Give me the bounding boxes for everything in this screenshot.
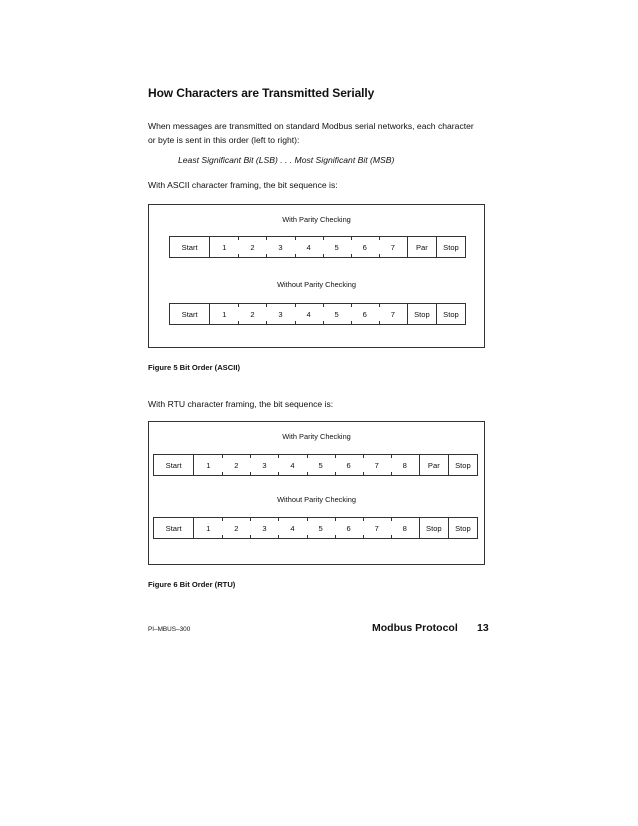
bit-cell: 6 xyxy=(335,455,363,475)
bit-tick xyxy=(278,454,279,458)
bit-cell: 2 xyxy=(238,237,266,257)
bit-cell: 6 xyxy=(335,518,363,538)
rtu-figure xyxy=(148,421,485,565)
bit-cell: Stop xyxy=(448,455,477,475)
bit-tick xyxy=(307,472,308,476)
rtu-without-parity-label: Without Parity Checking xyxy=(277,495,356,504)
bit-cell: 5 xyxy=(323,304,351,324)
bit-cell: 7 xyxy=(379,304,407,324)
bit-tick xyxy=(323,254,324,258)
bit-cell: 1 xyxy=(209,237,238,257)
bit-cell: 8 xyxy=(391,455,419,475)
ascii-intro: With ASCII character framing, the bit sequence is: xyxy=(148,180,338,190)
bit-tick xyxy=(391,454,392,458)
bit-tick xyxy=(391,517,392,521)
bit-tick xyxy=(222,517,223,521)
rtu-with-parity-label: With Parity Checking xyxy=(282,432,351,441)
bit-cell: Start xyxy=(181,242,198,252)
bit-tick xyxy=(379,321,380,325)
bit-cell: 3 xyxy=(266,237,294,257)
bit-cell: Start xyxy=(181,309,198,319)
bit-tick xyxy=(335,517,336,521)
bit-tick xyxy=(363,454,364,458)
bit-tick xyxy=(307,454,308,458)
ascii-figure xyxy=(148,204,485,348)
bit-tick xyxy=(391,472,392,476)
footer-title: Modbus Protocol xyxy=(372,622,458,634)
rtu-with-parity-row xyxy=(153,454,478,476)
bit-cell: 4 xyxy=(295,304,323,324)
bit-cell: 4 xyxy=(278,518,306,538)
intro-paragraph: When messages are transmitted on standard Modbus serial networks, each character or byte is sent in this order (left to right): xyxy=(148,121,474,145)
bit-cell: Start xyxy=(165,460,182,470)
bit-tick xyxy=(295,254,296,258)
bit-tick xyxy=(307,517,308,521)
ascii-with-parity-label: With Parity Checking xyxy=(282,215,351,224)
bit-tick xyxy=(295,236,296,240)
bit-tick xyxy=(222,472,223,476)
bit-order-line: Least Significant Bit (LSB) . . . Most Significant Bit (MSB) xyxy=(178,155,395,165)
bit-tick xyxy=(238,321,239,325)
bit-tick xyxy=(391,535,392,539)
bit-tick xyxy=(379,254,380,258)
bit-tick xyxy=(351,254,352,258)
bit-cell: 5 xyxy=(307,455,335,475)
bit-tick xyxy=(363,535,364,539)
bit-cell: Start xyxy=(165,523,182,533)
bit-cell: 3 xyxy=(266,304,294,324)
bit-cell: 4 xyxy=(278,455,306,475)
bit-cell: 3 xyxy=(250,518,278,538)
bit-tick xyxy=(323,303,324,307)
bit-cell: 3 xyxy=(250,455,278,475)
bit-cell: Par xyxy=(407,237,436,257)
bit-cell: 5 xyxy=(307,518,335,538)
bit-cell: 8 xyxy=(391,518,419,538)
bit-cell: 2 xyxy=(238,304,266,324)
bit-cell: 7 xyxy=(363,518,391,538)
bit-tick xyxy=(363,472,364,476)
bit-tick xyxy=(238,303,239,307)
bit-tick xyxy=(323,321,324,325)
section-heading: How Characters are Transmitted Serially xyxy=(148,86,375,100)
bit-tick xyxy=(250,472,251,476)
bit-cell: Stop xyxy=(407,304,436,324)
bit-tick xyxy=(266,303,267,307)
bit-cell: 7 xyxy=(379,237,407,257)
bit-cell: Stop xyxy=(448,518,477,538)
bit-tick xyxy=(295,303,296,307)
bit-cell: 1 xyxy=(209,304,238,324)
bit-tick xyxy=(323,236,324,240)
rtu-without-parity-row xyxy=(153,517,478,539)
bit-tick xyxy=(307,535,308,539)
bit-tick xyxy=(379,303,380,307)
bit-cell: Stop xyxy=(436,237,465,257)
bit-cell: 4 xyxy=(295,237,323,257)
bit-tick xyxy=(222,535,223,539)
bit-tick xyxy=(351,303,352,307)
bit-tick xyxy=(278,535,279,539)
bit-tick xyxy=(379,236,380,240)
footer-page-number: 13 xyxy=(477,622,489,634)
ascii-with-parity-row xyxy=(169,236,466,258)
bit-tick xyxy=(351,236,352,240)
figure6-caption: Figure 6 Bit Order (RTU) xyxy=(148,580,236,589)
bit-cell: Stop xyxy=(419,518,448,538)
bit-cell: 1 xyxy=(193,455,222,475)
bit-cell: Stop xyxy=(436,304,465,324)
bit-tick xyxy=(266,236,267,240)
bit-tick xyxy=(335,454,336,458)
footer-doc-id: PI–MBUS–300 xyxy=(148,626,191,633)
bit-tick xyxy=(363,517,364,521)
bit-tick xyxy=(238,236,239,240)
bit-cell: 2 xyxy=(222,455,250,475)
bit-cell: 5 xyxy=(323,237,351,257)
bit-tick xyxy=(266,321,267,325)
figure5-caption: Figure 5 Bit Order (ASCII) xyxy=(148,363,240,372)
bit-tick xyxy=(238,254,239,258)
bit-cell: 7 xyxy=(363,455,391,475)
bit-cell: Par xyxy=(419,455,448,475)
bit-cell: 6 xyxy=(351,304,379,324)
bit-tick xyxy=(335,472,336,476)
bit-tick xyxy=(278,517,279,521)
ascii-without-parity-label: Without Parity Checking xyxy=(277,280,356,289)
bit-tick xyxy=(250,535,251,539)
bit-tick xyxy=(295,321,296,325)
bit-cell: 6 xyxy=(351,237,379,257)
bit-cell: 1 xyxy=(193,518,222,538)
bit-tick xyxy=(351,321,352,325)
bit-tick xyxy=(335,535,336,539)
rtu-intro: With RTU character framing, the bit sequence is: xyxy=(148,399,334,409)
bit-tick xyxy=(222,454,223,458)
bit-tick xyxy=(278,472,279,476)
bit-tick xyxy=(250,517,251,521)
bit-tick xyxy=(250,454,251,458)
bit-tick xyxy=(266,254,267,258)
ascii-without-parity-row xyxy=(169,303,466,325)
bit-cell: 2 xyxy=(222,518,250,538)
